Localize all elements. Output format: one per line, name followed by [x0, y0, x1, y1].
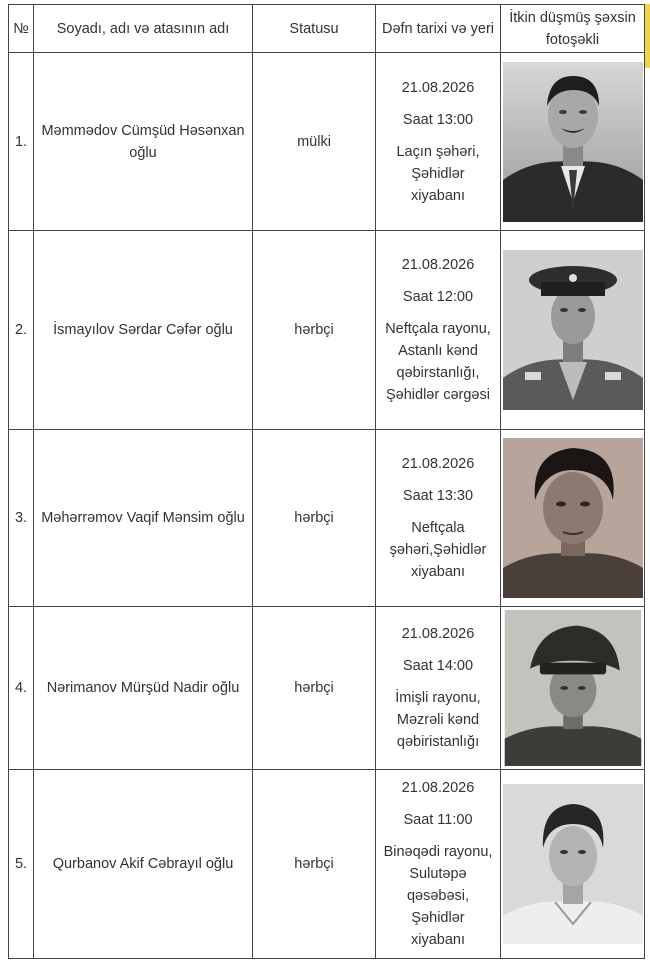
- burial-time: Saat 13:30: [402, 488, 474, 504]
- row-number: 5.: [9, 770, 34, 959]
- row-number: 1.: [9, 53, 34, 231]
- header-status: Statusu: [253, 5, 376, 53]
- burial-time: Saat 13:00: [402, 111, 474, 128]
- person-status: hərbçi: [253, 430, 376, 607]
- table-row: [9, 53, 645, 231]
- header-num: №: [9, 5, 34, 53]
- photo-cell: [501, 231, 645, 430]
- table-row: [9, 231, 645, 430]
- row-number: 2.: [9, 231, 34, 430]
- burial-place-line: Məzrəli kənd: [396, 712, 480, 728]
- person-status: hərbçi: [253, 231, 376, 430]
- person-status: hərbçi: [253, 770, 376, 959]
- burial-info: [376, 53, 501, 231]
- person-photo: [503, 62, 643, 222]
- missing-persons-table: [8, 4, 645, 959]
- burial-info: [376, 231, 501, 430]
- person-status: mülki: [253, 53, 376, 231]
- header-row: [9, 5, 645, 53]
- burial-info: [376, 607, 501, 770]
- burial-info: [376, 430, 501, 607]
- burial-info: [376, 770, 501, 959]
- table-row: [9, 770, 645, 959]
- burial-date: 21.08.2026: [401, 79, 475, 96]
- table-row: [9, 607, 645, 770]
- header-name: Soyadı, adı və atasının adı: [34, 5, 253, 53]
- burial-place-line: Neftçala rayonu,: [385, 321, 491, 337]
- person-photo: [503, 438, 643, 598]
- row-number: 4.: [9, 607, 34, 770]
- person-photo: [503, 784, 643, 944]
- person-photo: [503, 610, 643, 766]
- burial-time: Saat 11:00: [403, 812, 473, 828]
- photo-cell: [501, 770, 645, 959]
- burial-place-line: İmişli rayonu,: [395, 690, 481, 706]
- person-name: Qurbanov Akif Cəbrayıl oğlu: [34, 770, 253, 959]
- photo-cell: [501, 53, 645, 231]
- burial-time: Saat 14:00: [402, 658, 474, 674]
- person-photo: [503, 250, 643, 410]
- burial-date: 21.08.2026: [401, 456, 475, 472]
- burial-place-line: qəbiristanlığı: [396, 734, 480, 750]
- burial-place-line: Sulutəpə: [409, 866, 467, 882]
- burial-place-line: xiyabanı: [410, 932, 465, 948]
- person-name: Məmmədov Cümşüd Həsənxan oğlu: [34, 53, 253, 231]
- burial-place-line: xiyabanı: [410, 187, 465, 204]
- photo-cell: [501, 607, 645, 770]
- person-name: Məhərrəmov Vaqif Mənsim oğlu: [34, 430, 253, 607]
- burial-place-line: Şəhidlər: [411, 165, 465, 182]
- burial-place-line: qəsəbəsi,: [406, 888, 470, 904]
- burial-date: 21.08.2026: [401, 780, 475, 796]
- header-burial: Dəfn tarixi və yeri: [376, 5, 501, 53]
- burial-time: Saat 12:00: [402, 289, 474, 305]
- person-status: hərbçi: [253, 607, 376, 770]
- burial-place-line: Binəqədi rayonu,: [383, 844, 493, 860]
- person-name: İsmayılov Sərdar Cəfər oğlu: [34, 231, 253, 430]
- row-number: 3.: [9, 430, 34, 607]
- header-photo: İtkin düşmüş şəxsin fotoşəkli: [501, 5, 645, 53]
- table-row: [9, 430, 645, 607]
- burial-place-line: Laçın şəhəri,: [396, 143, 480, 160]
- burial-place-line: Şəhidlər cərgəsi: [386, 387, 490, 403]
- photo-cell: [501, 430, 645, 607]
- burial-place-line: Astanlı kənd: [398, 343, 478, 359]
- burial-place-line: şəhəri,Şəhidlər: [389, 542, 487, 558]
- burial-place-line: qəbirstanlığı,: [396, 365, 480, 381]
- burial-date: 21.08.2026: [401, 257, 475, 273]
- burial-place-line: Neftçala: [411, 520, 465, 536]
- person-name: Nərimanov Mürşüd Nadir oğlu: [34, 607, 253, 770]
- burial-place-line: Şəhidlər: [411, 910, 465, 926]
- burial-date: 21.08.2026: [401, 626, 475, 642]
- burial-place-line: xiyabanı: [410, 564, 465, 580]
